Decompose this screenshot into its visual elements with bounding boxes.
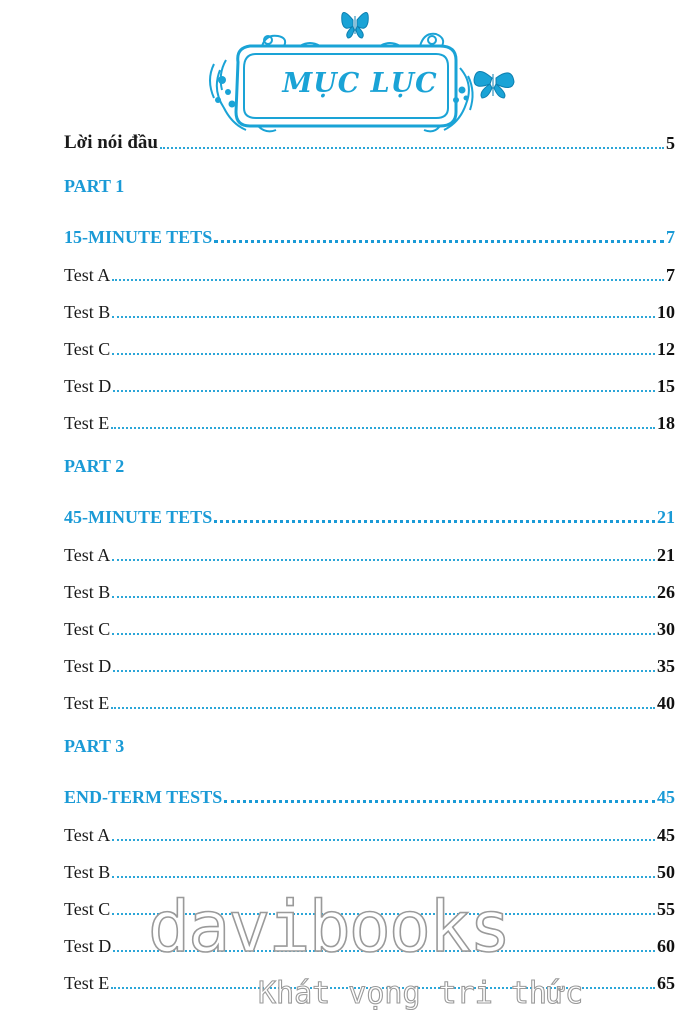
dot-leader	[113, 390, 655, 392]
toc-entry-label: Test A	[64, 265, 111, 285]
dot-leader	[112, 839, 655, 841]
dot-leader	[112, 633, 655, 635]
part-heading: PART 2	[64, 456, 125, 476]
toc-page-number: 60	[657, 936, 675, 956]
toc-entry-label: 45-MINUTE TETS	[64, 507, 213, 527]
toc-page-number: 12	[657, 339, 675, 359]
toc-entry-label: Test A	[64, 825, 111, 845]
dot-leader	[214, 240, 664, 243]
toc-test-entry	[64, 334, 675, 360]
toc-page-number: 18	[657, 413, 675, 433]
toc-entry-label: 15-MINUTE TETS	[64, 227, 213, 247]
toc-test-entry	[64, 688, 675, 714]
watermark-brand: davibooks	[148, 886, 510, 968]
toc-entry-label: Test B	[64, 302, 111, 322]
dot-leader	[112, 876, 655, 878]
toc-entry-label: Test E	[64, 413, 110, 433]
dot-leader	[112, 559, 655, 561]
toc-entry-label: Test C	[64, 899, 111, 919]
dot-leader	[112, 353, 655, 355]
toc-section-entry	[64, 222, 675, 248]
toc-entry-label: Test D	[64, 656, 112, 676]
toc-test-entry	[64, 371, 675, 397]
toc-entry-label: Test D	[64, 936, 112, 956]
toc-entry-label: END-TERM TESTS	[64, 787, 223, 807]
toc-entry-label: Test B	[64, 582, 111, 602]
toc-test-entry	[64, 820, 675, 846]
part-heading: PART 1	[64, 176, 125, 196]
toc-page-number: 55	[657, 899, 675, 919]
toc-page-number: 50	[657, 862, 675, 882]
toc-section-entry	[64, 502, 675, 528]
toc-test-entry	[64, 614, 675, 640]
dot-leader	[160, 147, 664, 149]
toc-test-entry	[64, 408, 675, 434]
dot-leader	[111, 707, 655, 709]
toc-entry-label: Lời nói đầu	[64, 132, 158, 153]
toc-entry-label: Test C	[64, 339, 111, 359]
toc-entry-label: Test E	[64, 693, 110, 713]
header-ornament	[0, 0, 700, 140]
toc-page-number: 10	[657, 302, 675, 322]
toc-page-number: 40	[657, 693, 675, 713]
toc-page-number: 26	[657, 582, 675, 602]
page-title: MỤC LỤC	[282, 68, 438, 99]
toc-test-entry	[64, 651, 675, 677]
watermark-slogan: Khát vọng tri thức	[258, 976, 584, 1011]
toc-test-entry	[64, 577, 675, 603]
toc-page-number: 45	[657, 825, 675, 845]
toc-entry-label: Test A	[64, 545, 111, 565]
watermark	[148, 886, 584, 1022]
butterfly-icon	[342, 12, 369, 38]
dot-leader	[112, 316, 655, 318]
toc-page-number: 7	[666, 227, 675, 247]
toc-page-number: 21	[657, 507, 675, 527]
toc-test-entry	[64, 297, 675, 323]
dot-leader	[113, 670, 655, 672]
toc-entry-label: Test B	[64, 862, 111, 882]
dot-leader	[214, 520, 655, 523]
toc-page-number: 35	[657, 656, 675, 676]
butterfly-icon	[474, 71, 514, 98]
part-heading: PART 3	[64, 736, 125, 756]
toc-entry-preface	[64, 128, 675, 154]
dot-leader	[112, 596, 655, 598]
dot-leader	[111, 427, 655, 429]
toc-page-number: 7	[666, 265, 675, 285]
toc-page-number: 30	[657, 619, 675, 639]
toc-page-number: 15	[657, 376, 675, 396]
toc-entry-label: Test E	[64, 973, 110, 993]
toc-test-entry	[64, 260, 675, 286]
dot-leader	[112, 279, 664, 281]
toc-entry-label: Test D	[64, 376, 112, 396]
toc-page-number: 5	[666, 133, 675, 153]
toc-test-entry	[64, 857, 675, 883]
toc-page-number: 45	[657, 787, 675, 807]
toc-entry-label: Test C	[64, 619, 111, 639]
toc-test-entry	[64, 540, 675, 566]
toc-page-number: 21	[657, 545, 675, 565]
toc-section-entry	[64, 782, 675, 808]
toc-page-number: 65	[657, 973, 675, 993]
dot-leader	[224, 800, 655, 803]
